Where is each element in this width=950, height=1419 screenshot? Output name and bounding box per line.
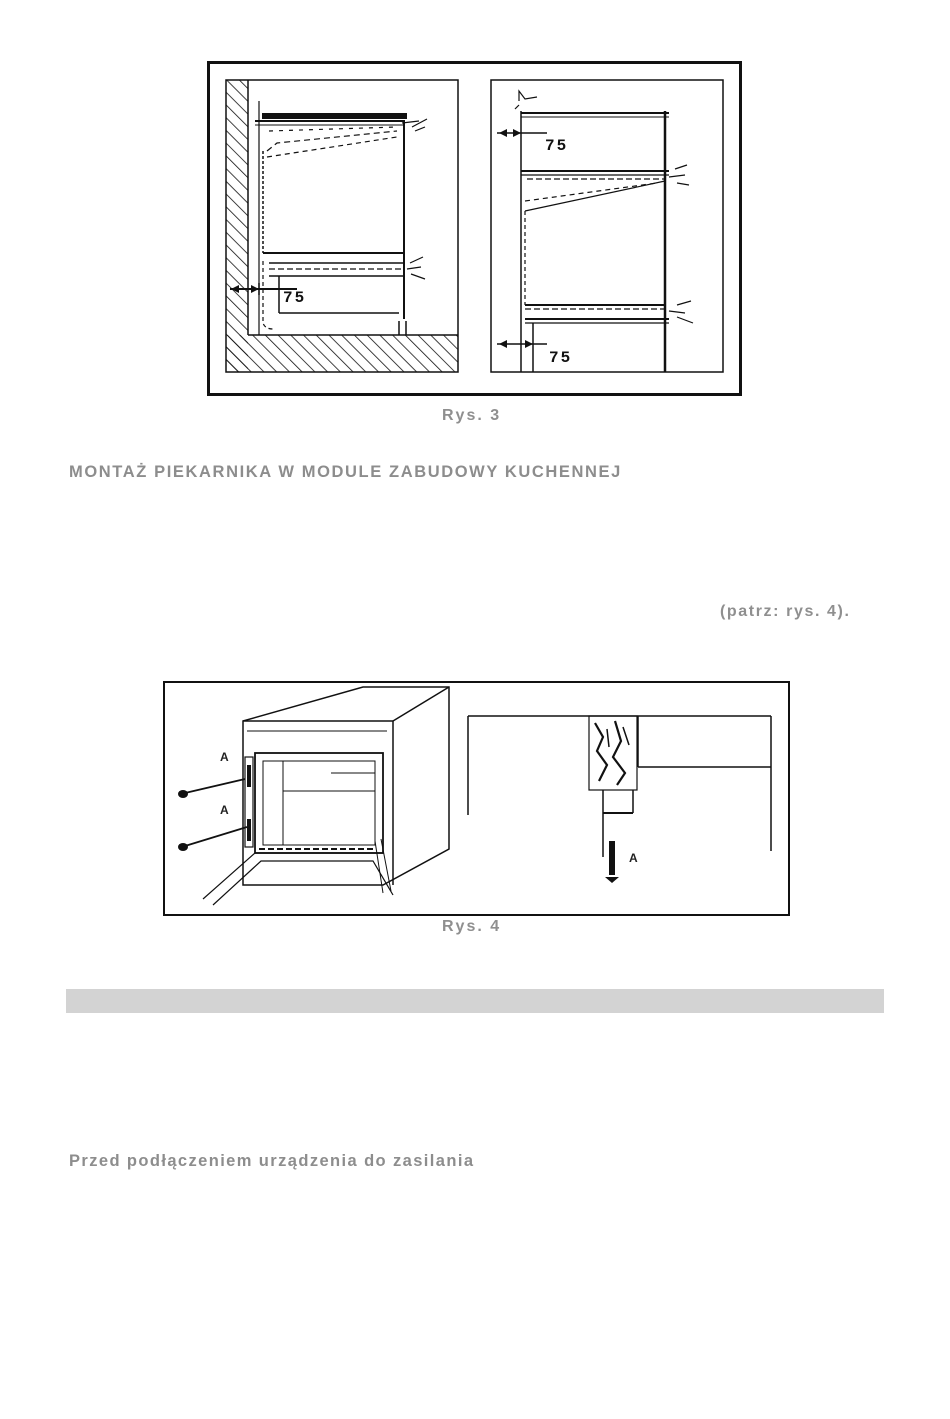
screw-label-detail: A: [629, 851, 638, 865]
dimension-label-left: 75: [283, 289, 307, 307]
figure-3: [207, 61, 742, 396]
figure-3-caption: Rys. 3: [442, 407, 502, 424]
dimension-label-right-top: 75: [545, 137, 569, 155]
subsection-heading: Przed podłączeniem urządzenia do zasilania: [69, 1152, 475, 1170]
figure-4: [163, 681, 790, 917]
figure-4-caption: Rys. 4: [442, 918, 502, 935]
section-divider-bar: [66, 989, 884, 1013]
figure-reference: (patrz: rys. 4).: [720, 603, 851, 620]
screw-label-top: A: [220, 750, 229, 764]
section-heading: MONTAŻ PIEKARNIKA W MODULE ZABUDOWY KUCHENNEJ: [69, 463, 622, 481]
screw-label-bottom: A: [220, 803, 229, 817]
dimension-label-right-bottom: 75: [549, 349, 573, 367]
